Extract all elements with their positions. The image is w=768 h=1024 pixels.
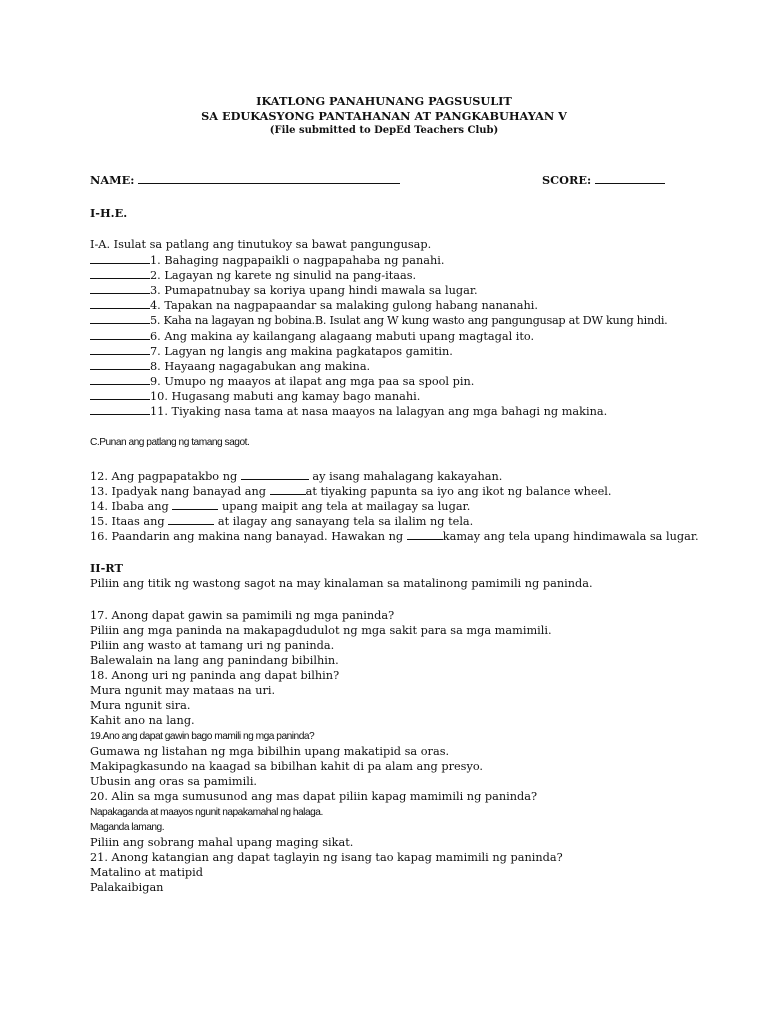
choice-item[interactable]: Kahit ano na lang. [90, 714, 195, 727]
section-heading-ihe: I-H.E. [90, 206, 128, 220]
list-item: 13. Ipadyak nang banayad ang at tiyaking papunta sa iyo ang ikot ng balance wheel. [90, 485, 612, 498]
list-item: 2. Lagayan ng karete ng sinulid na pang-itaas. [90, 267, 416, 283]
exam-subject: SA EDUKASYONG PANTAHANAN AT PANGKABUHAYAN V [201, 109, 567, 123]
answer-blank[interactable] [90, 358, 150, 370]
score-blank[interactable] [595, 172, 665, 184]
exam-source-note: (File submitted to DepEd Teachers Club) [269, 125, 499, 136]
question-18: 18. Anong uri ng paninda ang dapat bilhin? [90, 669, 340, 682]
question-21: 21. Anong katangian ang dapat taglayin ng isang tao kapag mamimili ng paninda? [90, 851, 563, 864]
exam-title: IKATLONG PANAHUNANG PAGSUSULIT [256, 94, 512, 108]
question-17: 17. Anong dapat gawin sa pamimili ng mga paninda? [90, 609, 395, 622]
answer-blank[interactable] [90, 312, 150, 324]
list-item: 12. Ang pagpapatakbo ng ay isang mahalagang kakayahan. [90, 470, 503, 483]
list-item: 6. Ang makina ay kailangang alagaang mabuti upang magtagal ito. [90, 328, 534, 344]
list-item: 9. Umupo ng maayos at ilapat ang mga paa sa spool pin. [90, 373, 474, 389]
answer-blank[interactable] [90, 252, 150, 264]
answer-blank[interactable] [90, 373, 150, 385]
answer-blank[interactable] [90, 403, 150, 415]
choice-item[interactable]: Piliin ang wasto at tamang uri ng paninda. [90, 639, 335, 652]
part-c-instruction: C.Punan ang patlang ng tamang sagot. [90, 437, 250, 448]
answer-blank[interactable] [172, 498, 218, 510]
list-item: 11. Tiyaking nasa tama at nasa maayos na lalagyan ang mga bahagi ng makina. [90, 403, 607, 419]
choice-item[interactable]: Piliin ang sobrang mahal upang maging sikat. [90, 836, 354, 849]
choice-item[interactable]: Ubusin ang oras sa pamimili. [90, 775, 258, 788]
choice-item[interactable]: Gumawa ng listahan ng mga bibilhin upang makatipid sa oras. [90, 745, 450, 758]
list-item: 8. Hayaang nagagabukan ang makina. [90, 358, 370, 374]
choice-item[interactable]: Maganda lamang. [90, 822, 165, 833]
answer-blank[interactable] [90, 343, 150, 355]
list-item: 16. Paandarin ang makina nang banayad. Hawakan ng kamay ang tela upang hindimawala sa lugar. [90, 530, 699, 543]
choice-item[interactable]: Mura ngunit may mataas na uri. [90, 684, 276, 697]
choice-item[interactable]: Mura ngunit sira. [90, 699, 191, 712]
list-item: 1. Bahaging nagpapaikli o nagpapahaba ng panahi. [90, 252, 445, 268]
list-item: 15. Itaas ang at ilagay ang sanayang tela sa ilalim ng tela. [90, 515, 474, 528]
answer-blank[interactable] [90, 328, 150, 340]
answer-blank[interactable] [90, 282, 150, 294]
name-blank[interactable] [138, 172, 400, 184]
choice-item[interactable]: Balewalain na lang ang panindang bibilhin. [90, 654, 339, 667]
part-a-instruction: I-A. Isulat sa patlang ang tinutukoy sa bawat pangungusap. [90, 238, 432, 251]
choice-item[interactable]: Matalino at matipid [90, 866, 204, 879]
list-item: 4. Tapakan na nagpapaandar sa malaking gulong habang nananahi. [90, 297, 538, 313]
choice-item[interactable]: Palakaibigan [90, 881, 164, 894]
answer-blank[interactable] [270, 483, 306, 495]
name-field[interactable] [90, 172, 400, 188]
answer-blank[interactable] [407, 528, 443, 540]
list-item: 14. Ibaba ang upang maipit ang tela at mailagay sa lugar. [90, 500, 471, 513]
score-field[interactable] [542, 172, 665, 188]
list-item: 3. Pumapatnubay sa koriya upang hindi mawala sa lugar. [90, 282, 478, 298]
score-label: SCORE: [542, 173, 592, 187]
choice-item[interactable]: Makipagkasundo na kaagad sa bibilhan kahit di pa alam ang presyo. [90, 760, 484, 773]
answer-blank[interactable] [241, 468, 309, 480]
name-label: NAME: [90, 173, 135, 187]
answer-blank[interactable] [168, 513, 214, 525]
list-item: 10. Hugasang mabuti ang kamay bago manahi. [90, 388, 420, 404]
question-20: 20. Alin sa mga sumusunod ang mas dapat piliin kapag mamimili ng paninda? [90, 790, 538, 803]
choice-item[interactable]: Piliin ang mga paninda na makapagdudulot ng mga sakit para sa mga mamimili. [90, 624, 552, 637]
part-ii-instruction: Piliin ang titik ng wastong sagot na may kinalaman sa matalinong pamimili ng paninda. [90, 577, 593, 590]
answer-blank[interactable] [90, 388, 150, 400]
list-item: 7. Lagyan ng langis ang makina pagkatapos gamitin. [90, 343, 453, 359]
answer-blank[interactable] [90, 297, 150, 309]
choice-item[interactable]: Napakaganda at maayos ngunit napakamahal ng halaga. [90, 807, 323, 818]
list-item: 5. Kaha na lagayan ng bobina.B. Isulat ang W kung wasto ang pangungusap at DW kung hindi. [90, 312, 667, 328]
answer-blank[interactable] [90, 267, 150, 279]
section-heading-iirt: II-RT [90, 561, 123, 575]
question-19: 19.Ano ang dapat gawin bago mamili ng mga paninda? [90, 731, 315, 742]
